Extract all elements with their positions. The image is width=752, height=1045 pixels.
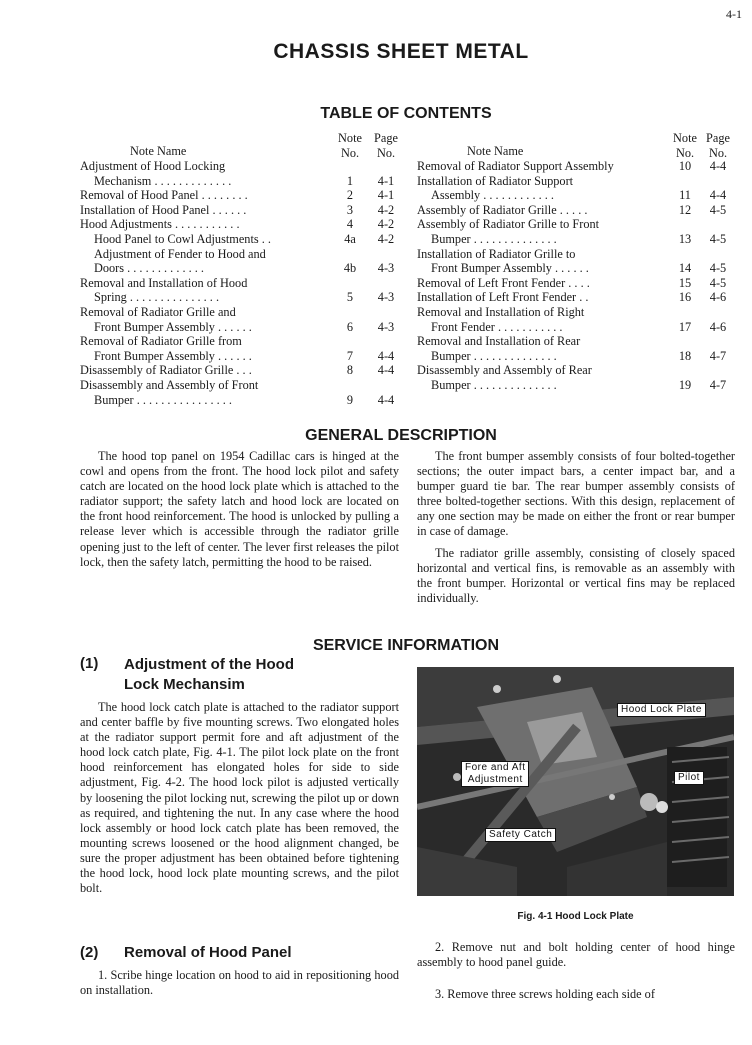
toc-header-name: Note Name xyxy=(130,144,187,158)
label-line: Fore and Aft xyxy=(465,762,526,773)
toc-row-name: Front Fender . . . . . . . . . . . xyxy=(431,319,563,334)
toc-row xyxy=(80,320,404,335)
toc-row xyxy=(417,203,735,218)
toc-row-name: Hood Adjustments . . . . . . . . . . . xyxy=(80,217,240,232)
toc-row-name: Disassembly of Radiator Grille . . . xyxy=(80,363,252,378)
toc-row-page-number: 4-4 xyxy=(709,159,727,173)
section-1-number: (1) xyxy=(80,655,99,672)
label-pilot: Pilot xyxy=(674,771,704,785)
toc-row-note-number: 3 xyxy=(346,202,354,217)
toc-row-note-number: 18 xyxy=(678,348,692,363)
toc-row-name: Bumper . . . . . . . . . . . . . . . . xyxy=(94,392,232,407)
general-description-heading: GENERAL DESCRIPTION xyxy=(305,427,497,444)
toc-row xyxy=(417,290,735,305)
toc-row xyxy=(80,203,404,218)
toc-row xyxy=(80,363,404,378)
section-1-title xyxy=(124,655,294,695)
toc-header xyxy=(417,131,735,159)
toc-row-page-number: 4-5 xyxy=(709,275,727,290)
toc-row-name: Bumper . . . . . . . . . . . . . . xyxy=(431,348,557,363)
toc-row-name: Installation of Radiator Support xyxy=(417,173,574,188)
toc-row-note-number: 17 xyxy=(678,319,692,334)
toc-row xyxy=(80,217,404,232)
toc-header xyxy=(80,131,404,159)
toc-row xyxy=(80,174,404,189)
toc-row-page-number: 4-3 xyxy=(377,319,395,334)
toc-header-page: Page No. xyxy=(374,131,398,160)
toc-row-name: Assembly . . . . . . . . . . . . xyxy=(431,188,554,203)
toc-row-note-number: 10 xyxy=(678,159,692,173)
toc-row xyxy=(80,159,404,174)
hood-lock-plate-photo xyxy=(417,667,734,896)
toc-row xyxy=(417,232,735,247)
toc-row-note-number: 16 xyxy=(678,290,692,305)
toc-row-name: Removal and Installation of Rear xyxy=(417,334,581,349)
toc-row-note-number: 15 xyxy=(678,275,692,290)
toc-left-column xyxy=(80,131,404,407)
page-number: 4-1 xyxy=(726,7,742,21)
toc-row-page-number: 4-4 xyxy=(377,392,395,407)
toc-title: TABLE OF CONTENTS xyxy=(320,105,492,122)
toc-row-name: Front Bumper Assembly . . . . . . xyxy=(94,348,252,363)
toc-row-note-number: 12 xyxy=(678,202,692,217)
toc-row-note-number: 19 xyxy=(678,377,692,392)
label-hood-lock-plate: Hood Lock Plate xyxy=(617,703,706,717)
toc-row-name: Front Bumper Assembly . . . . . . xyxy=(94,319,252,334)
toc-row-name: Spring . . . . . . . . . . . . . . . xyxy=(94,290,220,305)
toc-row-page-number: 4-4 xyxy=(377,363,395,378)
toc-row-name: Removal of Radiator Support Assembly xyxy=(417,159,614,173)
toc-row xyxy=(80,305,404,320)
toc-row-name: Assembly of Radiator Grille . . . . . xyxy=(417,202,588,217)
toc-row-name: Front Bumper Assembly . . . . . . xyxy=(431,261,589,276)
toc-row-name: Removal and Installation of Hood xyxy=(80,275,248,290)
toc-row-name: Installation of Hood Panel . . . . . . xyxy=(80,202,247,217)
general-right-column xyxy=(417,449,735,606)
toc-row-page-number: 4-3 xyxy=(377,290,395,305)
toc-row-name: Doors . . . . . . . . . . . . . xyxy=(94,261,204,276)
section-1-paragraph: The hood lock catch plate is attached to the radiator support and center baffle by five mounting screws. Two elongated holes at the radiator support permit fore and aft adjustment of the hood lock catch plate, Fig. 4-1. The pilot lock plate on the front hood reinforcement has elongated holes for side to side adjustment, Fig. 4-2. The hood lock pilot is adjusted vertically by loosening the pilot locking nut, screwing the pilot up or down as required, and tightening the nut. In any case where the hood lock assembly or hood lock catch plate has been removed, the mounting screws loosened or the hood alignment changed, be sure the proper adjustment has been obtained before tightening the hood lock, hood lock plate mounting screws, and the pilot bolt. xyxy=(80,700,399,896)
toc-row-name: Adjustment of Hood Locking xyxy=(80,159,226,173)
toc-row-name: Disassembly and Assembly of Front xyxy=(80,377,259,392)
toc-row-page-number: 4-7 xyxy=(709,377,727,392)
toc-row xyxy=(417,320,735,335)
toc-row xyxy=(417,276,735,291)
toc-row-name: Removal and Installation of Right xyxy=(417,304,585,319)
toc-row-page-number: 4-6 xyxy=(709,319,727,334)
step-text: 2. Remove nut and bolt holding center of hood hinge assembly to hood panel guide. xyxy=(417,940,735,970)
section-2-title: Removal of Hood Panel xyxy=(124,944,292,961)
toc-row xyxy=(417,159,735,174)
toc-row xyxy=(417,174,735,189)
label-safety-catch: Safety Catch xyxy=(485,828,556,842)
toc-row-note-number: 8 xyxy=(346,363,354,378)
toc-row xyxy=(417,334,735,349)
section-2-step-2 xyxy=(417,940,735,970)
toc-row xyxy=(80,334,404,349)
toc-header-page: Page No. xyxy=(706,131,730,160)
step-text: 1. Scribe hinge location on hood to aid in repositioning hood on installation. xyxy=(80,968,399,998)
toc-row-page-number: 4-1 xyxy=(377,173,395,188)
toc-row-name: Mechanism . . . . . . . . . . . . . xyxy=(94,173,232,188)
general-paragraph: The radiator grille assembly, consisting of closely spaced horizontal and vertical fins, is removable as an assembly with the front bumper. Horizontal or vertical fins may be replaced individually. xyxy=(417,545,735,605)
toc-row-note-number: 5 xyxy=(346,290,354,305)
section-2-number: (2) xyxy=(80,944,99,961)
toc-row xyxy=(80,188,404,203)
toc-row-page-number: 4-2 xyxy=(377,217,395,232)
toc-row xyxy=(80,349,404,364)
toc-row xyxy=(80,232,404,247)
toc-row xyxy=(417,261,735,276)
toc-row xyxy=(80,276,404,291)
step-text: 3. Remove three screws holding each side of xyxy=(435,987,655,1001)
toc-row-name: Removal of Radiator Grille from xyxy=(80,334,242,349)
section-1-title-line: Lock Mechansim xyxy=(124,676,245,693)
toc-right-column xyxy=(417,131,735,393)
toc-row xyxy=(417,217,735,232)
toc-row xyxy=(417,378,735,393)
toc-row xyxy=(417,363,735,378)
toc-row-note-number: 4a xyxy=(344,231,356,246)
toc-row-note-number: 2 xyxy=(346,188,354,203)
toc-header-name: Note Name xyxy=(467,144,524,158)
toc-row-page-number: 4-5 xyxy=(709,231,727,246)
toc-row-page-number: 4-5 xyxy=(709,261,727,276)
label-fore-aft-adjustment xyxy=(461,761,529,787)
toc-row xyxy=(80,247,404,262)
page-title: CHASSIS SHEET METAL xyxy=(273,40,529,63)
toc-row-page-number: 4-3 xyxy=(377,261,395,276)
toc-row xyxy=(417,349,735,364)
toc-row-name: Removal of Left Front Fender . . . . xyxy=(417,275,590,290)
section-1-body xyxy=(80,700,399,896)
section-2-step-1 xyxy=(80,968,399,998)
toc-row-page-number: 4-4 xyxy=(377,348,395,363)
toc-row-page-number: 4-6 xyxy=(709,290,727,305)
service-information-heading: SERVICE INFORMATION xyxy=(312,637,500,654)
toc-row-note-number: 11 xyxy=(679,188,691,203)
toc-row-name: Adjustment of Fender to Hood and xyxy=(94,246,266,261)
toc-row-page-number: 4-2 xyxy=(377,202,395,217)
toc-header-note: Note No. xyxy=(338,131,362,160)
toc-row-page-number: 4-7 xyxy=(709,348,727,363)
section-2-step-3 xyxy=(417,987,735,1002)
general-paragraph: The hood top panel on 1954 Cadillac cars is hinged at the cowl and opens from the front. The hood lock pilot and safety catch are located on the hood lock plate which is attached to the radiator support; the safety latch and hood lock are located on the front hood reinforcement. The hood is unlocked by pulling a release lever which is accessible through the radiator grille opening just to the left of center. The lever first releases the pilot lock, then the safety latch, permitting the hood to be raised. xyxy=(80,449,399,569)
general-left-column xyxy=(80,449,399,570)
toc-row-name: Removal of Radiator Grille and xyxy=(80,304,236,319)
figure-caption: Fig. 4-1 Hood Lock Plate xyxy=(517,911,634,922)
toc-row xyxy=(417,188,735,203)
toc-row xyxy=(80,261,404,276)
toc-row-name: Installation of Radiator Grille to xyxy=(417,246,576,261)
toc-row-note-number: 1 xyxy=(346,173,354,188)
toc-row-note-number: 14 xyxy=(678,261,692,276)
toc-header-note: Note No. xyxy=(673,131,697,160)
toc-row xyxy=(80,290,404,305)
toc-row-name: Disassembly and Assembly of Rear xyxy=(417,363,592,378)
toc-row-note-number: 7 xyxy=(346,348,354,363)
toc-row-page-number: 4-2 xyxy=(377,231,395,246)
toc-row xyxy=(80,393,404,408)
toc-row-name: Removal of Hood Panel . . . . . . . . xyxy=(80,188,248,203)
section-1-title-line: Adjustment of the Hood xyxy=(124,656,294,673)
toc-row-name: Bumper . . . . . . . . . . . . . . xyxy=(431,377,557,392)
label-line: Adjustment xyxy=(467,774,523,785)
toc-row-name: Installation of Left Front Fender . . xyxy=(417,290,589,305)
toc-row-note-number: 6 xyxy=(346,319,354,334)
toc-row-name: Assembly of Radiator Grille to Front xyxy=(417,217,600,232)
toc-row-note-number: 13 xyxy=(678,231,692,246)
toc-row xyxy=(80,378,404,393)
toc-row-page-number: 4-1 xyxy=(377,188,395,203)
toc-row xyxy=(417,247,735,262)
toc-row-page-number: 4-5 xyxy=(709,202,727,217)
toc-row-name: Hood Panel to Cowl Adjustments . . xyxy=(94,231,271,246)
toc-row-page-number: 4-4 xyxy=(709,188,727,203)
toc-row-note-number: 4 xyxy=(346,217,354,232)
toc-row xyxy=(417,305,735,320)
general-paragraph: The front bumper assembly consists of four bolted-together sections; the outer impact bars, a center impact bar, and a bumper guard tie bar. The rear bumper assembly consists of three bolted-together sections. With this design, replacement of any one section may be made on either the front or rear bumper in case of damage. xyxy=(417,449,735,539)
toc-row-name: Bumper . . . . . . . . . . . . . . xyxy=(431,231,557,246)
toc-row-note-number: 4b xyxy=(343,261,357,276)
toc-row-note-number: 9 xyxy=(346,392,354,407)
